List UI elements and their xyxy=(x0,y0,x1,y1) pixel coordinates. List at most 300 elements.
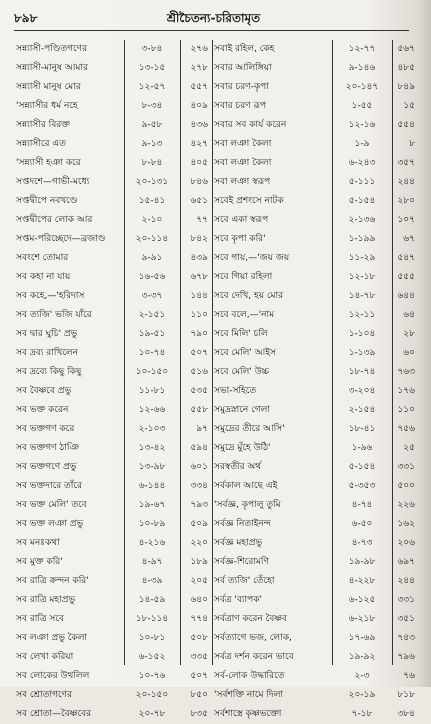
entry-reference: ২০-৭৮ xyxy=(138,709,166,719)
entry-words: সবার আলিঙ্গিয়া xyxy=(214,63,272,73)
right-ref-divider xyxy=(332,40,333,665)
entry-words: সবা লঞা কৈলা xyxy=(214,139,272,149)
entry-words: সর্বত্র 'ব্যাপক' xyxy=(214,595,263,605)
entry-words: সবেই প্রশংসে নাটক xyxy=(214,196,284,206)
entry-words: সবে বলে,—'নাম xyxy=(214,310,275,320)
entry-page: ৫৫৭ xyxy=(190,82,208,92)
entry-page: ৩৩৪ xyxy=(190,481,208,491)
index-entry xyxy=(212,211,417,230)
entry-page: ৬৪ xyxy=(403,310,415,320)
entry-page: ৫৯৪ xyxy=(190,443,208,453)
entry-reference: ১৫-৪১ xyxy=(138,196,166,206)
entry-words: সন্ন্যাসী-পণ্ডিতগণের xyxy=(16,44,88,54)
index-entry xyxy=(212,154,417,173)
index-entry xyxy=(14,705,212,724)
entry-reference: ১০-১৫০ xyxy=(135,367,169,377)
index-entry xyxy=(14,363,212,382)
entry-page: ৫১৬ xyxy=(190,367,208,377)
entry-page: ২২০ xyxy=(190,538,208,548)
entry-words: সবে একা স্বরূপ xyxy=(214,215,269,225)
entry-reference: ২০-১১৪ xyxy=(135,234,169,244)
entry-page: ৬৯৭ xyxy=(397,557,415,567)
entry-reference: ৯-৯১ xyxy=(141,253,163,263)
entry-reference: ১০-৮৯ xyxy=(138,519,166,529)
index-entry xyxy=(14,515,212,534)
header-rule xyxy=(14,30,409,31)
index-entry xyxy=(212,439,417,458)
entry-page: ৪৮৫ xyxy=(397,63,415,73)
index-entry xyxy=(14,173,212,192)
index-entry xyxy=(14,591,212,610)
entry-reference: ১-৫৫ xyxy=(351,101,373,111)
index-entry xyxy=(212,667,417,686)
entry-reference: ১-১০৪ xyxy=(348,329,376,339)
entry-page: ৭৯৬ xyxy=(397,652,415,662)
index-entry xyxy=(212,591,417,610)
index-column-right xyxy=(212,40,417,724)
entry-words: সব শ্রোতা—বৈষ্ণবের xyxy=(16,709,92,719)
entry-reference: ৪-৩৯ xyxy=(141,576,163,586)
index-entry xyxy=(212,629,417,648)
index-entry xyxy=(212,382,417,401)
entry-reference: ১৮-৭৪ xyxy=(348,367,376,377)
entry-words: সব ভক্ত করেন xyxy=(16,405,69,415)
entry-words: সন্ন্যাসী-মানুষ আমার xyxy=(16,63,88,73)
index-entry xyxy=(212,287,417,306)
left-page-divider xyxy=(180,40,181,665)
entry-page: ৩৩১ xyxy=(397,462,415,472)
entry-page: ৭৭৪ xyxy=(190,614,208,624)
entry-reference: ২-১৫১ xyxy=(138,310,166,320)
index-entry xyxy=(14,401,212,420)
entry-words: সব ভক্ত লঞা প্রভু xyxy=(16,519,84,529)
entry-reference: ১০-৮১ xyxy=(138,633,166,643)
entry-words: সব মুক্ত করি' xyxy=(16,557,63,567)
index-entry xyxy=(14,116,212,135)
entry-words: সব মনঃকথা xyxy=(16,538,60,548)
left-ref-divider xyxy=(124,40,125,665)
entry-reference: ২-১৩৬ xyxy=(348,215,376,225)
entry-reference: ১৪-৭৮ xyxy=(348,291,376,301)
index-entry xyxy=(212,173,417,192)
entry-page: ২৭৬ xyxy=(190,44,208,54)
entry-page: ৩৩৫ xyxy=(190,652,208,662)
entry-reference: ২০-১৫০ xyxy=(135,690,169,700)
entry-reference: ৯-১৩ xyxy=(141,139,163,149)
index-entry xyxy=(212,135,417,154)
entry-page: ৭৯৩ xyxy=(190,500,208,510)
entry-page: ৪২৭ xyxy=(190,139,208,149)
entry-reference: ২-৩ xyxy=(354,671,370,681)
entry-reference: ৪-৭৩ xyxy=(351,538,373,548)
entry-page: ৮১৮ xyxy=(397,690,415,700)
entry-page: ৮৫০ xyxy=(190,690,208,700)
entry-words: সবংশে তোমার xyxy=(16,253,69,263)
entry-page: ৮৩৫ xyxy=(190,709,208,719)
index-entry xyxy=(14,496,212,515)
entry-reference: ১৩-১৫ xyxy=(138,63,166,73)
index-entry xyxy=(14,458,212,477)
entry-words: সপ্তদ্বীপের লোক আর xyxy=(16,215,93,225)
entry-words: সন্ন্যাসীরে এত xyxy=(16,139,66,149)
entry-words: সব ত্যজি' ভজি যাঁরে xyxy=(16,310,92,320)
entry-page: ৮৪৬ xyxy=(190,177,208,187)
entry-page: ২২৬ xyxy=(397,500,415,510)
entry-page: ৫০৭ xyxy=(190,671,208,681)
entry-page: ১৪৪ xyxy=(190,291,208,301)
index-entry xyxy=(14,306,212,325)
page-title: শ্রীচৈতন্য-চরিতামৃত xyxy=(166,11,261,25)
entry-reference: ২-১৫৪ xyxy=(348,405,376,415)
entry-reference: ৪-২১৬ xyxy=(138,538,166,548)
entry-page: ৭৫৬ xyxy=(397,424,415,434)
entry-reference: ১০-৭৪ xyxy=(138,348,166,358)
entry-page: ৪৩৬ xyxy=(190,120,208,130)
index-entry xyxy=(14,211,212,230)
entry-words: সব কহে,—'হরিদাস xyxy=(16,291,85,301)
entry-words: সব ভক্ত মেলি' তবে xyxy=(16,500,87,510)
entry-words: সব দ্রব্যে কিছু কিছু xyxy=(16,367,82,377)
entry-reference: ১-৯৬ xyxy=(351,443,373,453)
index-entry xyxy=(212,40,417,59)
entry-reference: ১-১৯৯ xyxy=(348,234,376,244)
entry-page: ১০৭ xyxy=(397,215,415,225)
entry-reference: ১৯-৯৮ xyxy=(348,557,376,567)
entry-words: সবে দেখি, হয় মোর xyxy=(214,291,284,301)
entry-reference: ১৯-৫১ xyxy=(138,329,166,339)
entry-words: সব ভক্তদারে তাঁরে xyxy=(16,481,82,491)
entry-words: সবে গায়,—'জয় জয় xyxy=(214,253,290,263)
entry-reference: ১৮-৪১ xyxy=(348,424,376,434)
entry-page: ১৬২ xyxy=(397,519,415,529)
entry-reference: ৫-১১১ xyxy=(348,177,376,187)
index-entry xyxy=(14,192,212,211)
entry-reference: ৫-৩৫৩ xyxy=(348,481,376,491)
index-entry xyxy=(212,268,417,287)
entry-page: ৫০৭ xyxy=(190,348,208,358)
entry-words: সব রাত্রি সবে xyxy=(16,614,64,624)
entry-words: সবার চরণ রূপ xyxy=(214,101,267,111)
index-entry xyxy=(14,477,212,496)
index-entry xyxy=(14,420,212,439)
entry-reference: ৩-৮৪ xyxy=(141,44,163,54)
index-entry xyxy=(212,306,417,325)
entry-page: ২০৫ xyxy=(190,576,208,586)
index-entry xyxy=(212,705,417,724)
entry-words: সর্বত্রাণ করেন বৈষ্ণব xyxy=(214,614,288,624)
entry-page: ৮৪৯ xyxy=(397,82,415,92)
index-entry xyxy=(212,572,417,591)
index-entry xyxy=(14,135,212,154)
entry-reference: ১৩-৯৮ xyxy=(138,462,166,472)
index-entry xyxy=(14,610,212,629)
entry-page: ৩৫৭ xyxy=(397,158,415,168)
entry-page: ৫০৮ xyxy=(190,633,208,643)
entry-page: ৬৪০ xyxy=(190,595,208,605)
entry-reference: ২০-১৪৭ xyxy=(345,82,379,92)
index-entry xyxy=(212,249,417,268)
entry-words: সর্বশাস্ত্রে কৃষ্ণভক্তো xyxy=(214,709,282,719)
entry-words: সব রাত্রি মহাপ্রভু xyxy=(16,595,76,605)
entry-page: ১১০ xyxy=(397,405,415,415)
entry-reference: ৬-২৪৩ xyxy=(348,158,376,168)
entry-page: ৯৭ xyxy=(196,424,208,434)
column-divider xyxy=(212,40,213,665)
entry-words: সর্ব ত্যজি' তেঁহো xyxy=(214,576,275,586)
entry-reference: ৬-৫০ xyxy=(351,519,373,529)
entry-page: ৩৫১ xyxy=(397,614,415,624)
entry-reference: ২-১০ xyxy=(141,215,163,225)
entry-reference: ৪-৭৪ xyxy=(351,500,373,510)
entry-words: 'সর্বশক্তি নামে দিলা xyxy=(214,690,284,700)
index-entry xyxy=(14,344,212,363)
entry-page: ৮ xyxy=(409,139,415,149)
entry-page: ৫৫৪ xyxy=(397,120,415,130)
entry-reference: ১৩-৪২ xyxy=(138,443,166,453)
entry-words: সব রাত্রি ক্রন্দন করি' xyxy=(16,576,89,586)
entry-page: ৫০৯ xyxy=(190,519,208,529)
entry-page: ৮৪২ xyxy=(190,234,208,244)
entry-page: ৬৭৮ xyxy=(190,272,208,282)
entry-words: সব লোকের উথলিল xyxy=(16,671,90,681)
entry-page: ২৮০ xyxy=(397,196,415,206)
entry-reference: ৪-৯৭ xyxy=(141,557,163,567)
index-entry xyxy=(212,553,417,572)
index-entry xyxy=(14,553,212,572)
index-entry xyxy=(14,40,212,59)
entry-words: সবার চরণ-কৃপা xyxy=(214,82,269,92)
entry-page: ৬৪৪ xyxy=(397,291,415,301)
entry-reference: ৬-২১৮ xyxy=(348,614,376,624)
index-entry xyxy=(212,97,417,116)
entry-words: সবে মেলি' উচ্চ xyxy=(214,367,269,377)
entry-page: ১৫ xyxy=(403,101,415,111)
entry-page: ৬৭ xyxy=(403,234,415,244)
entry-words: 'সন্ন্যাসীর ধর্ম নহে xyxy=(16,101,78,111)
index-entry xyxy=(212,59,417,78)
index-entry xyxy=(14,382,212,401)
entry-page: ৫০০ xyxy=(397,481,415,491)
entry-words: সবার সব কার্য করেন xyxy=(214,120,287,130)
entry-words: সব কহা না যায় xyxy=(16,272,71,282)
entry-words: সপ্তম-পরিচ্ছেদে—ব্রজাণ্ড xyxy=(16,234,106,244)
entry-page: ৪০৫ xyxy=(190,158,208,168)
entry-reference: ৪-২২৮ xyxy=(348,576,376,586)
index-entry xyxy=(212,420,417,439)
index-entry xyxy=(14,534,212,553)
entry-words: সব ভক্তগণে প্রভু xyxy=(16,462,77,472)
index-entry xyxy=(212,230,417,249)
entry-words: সন্ন্যাসীর বিরক্ত xyxy=(16,120,70,130)
entry-page: ৫৩৫ xyxy=(190,386,208,396)
entry-words: সর্বজ্ঞ-শিরোমণি xyxy=(214,557,269,567)
page-header xyxy=(14,10,413,30)
entry-words: সবা লঞা স্বরূপ xyxy=(214,177,271,187)
entry-page: ৫৬৭ xyxy=(397,44,415,54)
entry-words: সর্বত্র দর্শন করেন ভাবে xyxy=(214,652,294,662)
entry-words: সব ভক্তগণ করে xyxy=(16,424,75,434)
entry-reference: ২-১০৩ xyxy=(138,424,166,434)
entry-reference: ১৭-৬৯ xyxy=(348,633,376,643)
index-entry xyxy=(212,363,417,382)
entry-page: ৭৯০ xyxy=(190,329,208,339)
index-entry xyxy=(14,648,212,667)
index-entry xyxy=(212,686,417,705)
index-entry xyxy=(14,59,212,78)
entry-page: ৬৫১ xyxy=(190,196,208,206)
entry-words: সর্বজ্ঞ নিতাইনন্দ xyxy=(214,519,272,529)
index-entry xyxy=(14,667,212,686)
index-entry xyxy=(212,496,417,515)
entry-reference: ৬-১২৫ xyxy=(348,595,376,605)
entry-page: ৬০১ xyxy=(190,462,208,472)
index-entry xyxy=(14,439,212,458)
entry-words: 'সর্বজ্ঞ, কৃপালু তুমি xyxy=(214,500,281,510)
entry-reference: ৭-১৮ xyxy=(351,709,373,719)
entry-words: সবে মিলি' চলি xyxy=(214,329,268,339)
entry-page: ২০৬ xyxy=(397,538,415,548)
entry-reference: ১৯-৯২ xyxy=(348,652,376,662)
entry-reference: ৫-১৫৪ xyxy=(348,462,376,472)
entry-words: সমুদ্রে মুঁহে উঠি' xyxy=(214,443,271,453)
entry-reference: ১৮-১১৪ xyxy=(135,614,169,624)
entry-reference: ১-১৩৯ xyxy=(348,348,376,358)
entry-page: ৪০৯ xyxy=(190,101,208,111)
index-entry xyxy=(14,325,212,344)
entry-words: সব দ্রব্য রাখিলেন xyxy=(16,348,79,358)
index-entry xyxy=(212,458,417,477)
index-entry xyxy=(14,154,212,173)
entry-page: ৭৬ xyxy=(403,671,415,681)
index-entry xyxy=(14,686,212,705)
index-entry xyxy=(212,116,417,135)
index-entry xyxy=(14,268,212,287)
entry-words: সব লেখা করিয়া xyxy=(16,652,74,662)
entry-words: সব দ্বার ঘুচি' প্রভু xyxy=(16,329,78,339)
entry-words: সপ্তদ্বীপে নবখণ্ডে xyxy=(16,196,78,206)
entry-words: সবে কৃপা করি' xyxy=(214,234,266,244)
entry-reference: ৩-২০৪ xyxy=(348,386,376,396)
entry-page: ৪৩৯ xyxy=(190,253,208,263)
index-entry xyxy=(212,534,417,553)
index-entry xyxy=(212,78,417,97)
entry-words: সন্ন্যাসী মানুষ মোর xyxy=(16,82,81,92)
entry-reference: ১৪-৫৯ xyxy=(138,595,166,605)
index-entry xyxy=(14,287,212,306)
entry-reference: ১৬-৫৬ xyxy=(138,272,166,282)
entry-reference: ১৯-৬৭ xyxy=(138,500,166,510)
index-entry xyxy=(14,78,212,97)
index-entry xyxy=(14,230,212,249)
entry-words: সমুদ্রস্নানে গেলা xyxy=(214,405,270,415)
index-entry xyxy=(212,648,417,667)
entry-page: ৫৫৫ xyxy=(397,272,415,282)
entry-reference: ১২-১৬ xyxy=(348,120,376,130)
entry-page: ২৪৪ xyxy=(397,177,415,187)
entry-page: ২৮ xyxy=(403,329,415,339)
entry-words: সর্বত্যাগে ভজ, লোক, xyxy=(214,633,292,643)
entry-reference: ১১-৮১ xyxy=(138,386,166,396)
entry-words: সবা লঞা কৈলা xyxy=(214,158,272,168)
index-entry xyxy=(14,97,212,116)
index-entry xyxy=(212,477,417,496)
binding-shadow xyxy=(417,0,431,687)
entry-reference: ৮-৮৪ xyxy=(141,158,163,168)
entry-page: ১৮৯ xyxy=(190,557,208,567)
entry-reference: ১১-২৯ xyxy=(348,253,376,263)
entry-words: 'সন্ন্যাসী হঞা করে xyxy=(16,158,81,168)
index-entry xyxy=(14,249,212,268)
entry-words: সরস্বতীর অর্থ xyxy=(214,462,262,472)
entry-words: সর্বজ্ঞ মহাপ্রভু xyxy=(214,538,263,548)
entry-words: সব ভক্তগণ ঠাঞি xyxy=(16,443,79,453)
entry-reference: ১২-১১ xyxy=(348,310,376,320)
entry-reference: ১২-৫৭ xyxy=(138,82,166,92)
entry-page: ৫৪৭ xyxy=(397,253,415,263)
entry-reference: ৯-১৪৬ xyxy=(348,63,376,73)
entry-reference: ১২-১৮ xyxy=(348,272,376,282)
index-column-left xyxy=(14,40,212,724)
entry-page: ২৪৪ xyxy=(397,576,415,586)
index-entry xyxy=(212,192,417,211)
entry-page: ৬০ xyxy=(403,348,415,358)
index-entry xyxy=(14,572,212,591)
page-number: ৮৯৮ xyxy=(14,11,38,25)
entry-reference: ৯-৫৮ xyxy=(141,120,163,130)
entry-words: সর্বকাল আছে এই xyxy=(214,481,278,491)
entry-page: ৫৫৮ xyxy=(190,405,208,415)
entry-page: ১৭৬ xyxy=(397,386,415,396)
entry-words: সব বৈষ্ণবে প্রভু xyxy=(16,386,72,396)
entry-words: সপ্তদশে—গাভী-মধ্যে xyxy=(16,177,90,187)
entry-words: সবাই রহিল, কেহ xyxy=(214,44,275,54)
entry-reference: ২০-১৩১ xyxy=(135,177,169,187)
entry-page: ২৭৮ xyxy=(190,63,208,73)
entry-reference: ১২-৬৬ xyxy=(138,405,166,415)
entry-reference: ১-৯ xyxy=(354,139,370,149)
entry-page: ৭৪৩ xyxy=(397,633,415,643)
entry-reference: ১২-৭৭ xyxy=(348,44,376,54)
entry-reference: ৬-১৪৪ xyxy=(138,481,166,491)
entry-reference: ৬-১৫২ xyxy=(138,652,166,662)
index-entry xyxy=(212,325,417,344)
index-entry xyxy=(212,344,417,363)
entry-words: সবে গিয়া রহিলা xyxy=(214,272,273,282)
index-entry xyxy=(212,401,417,420)
entry-page: ৭৬৩ xyxy=(397,367,415,377)
entry-words: সভা-সহিতে xyxy=(214,386,257,396)
index-entry xyxy=(212,610,417,629)
entry-page: ১১০ xyxy=(190,310,208,320)
entry-reference: ২০-১৯ xyxy=(348,690,376,700)
entry-words: সমুদ্রের তীরে আসি' xyxy=(214,424,285,434)
entry-reference: ১০-৭৬ xyxy=(138,671,166,681)
entry-reference: ৮-৩৪ xyxy=(141,101,163,111)
entry-words: সব শ্রোতাগণের xyxy=(16,690,72,700)
entry-page: ৩৮৪ xyxy=(397,709,415,719)
entry-page: ৩৩১ xyxy=(397,595,415,605)
entry-words: সর্ব-লোক উদ্ধারিতে xyxy=(214,671,285,681)
entry-words: সব লঞা প্রভু কৈলা xyxy=(16,633,88,643)
right-page-divider xyxy=(392,40,393,665)
index-entry xyxy=(212,515,417,534)
index-entry xyxy=(14,629,212,648)
entry-words: সবে মেলি' আইস xyxy=(214,348,276,358)
entry-page: ২৫ xyxy=(403,443,415,453)
entry-page: ৭৭ xyxy=(196,215,208,225)
entry-reference: ৩-৩৭ xyxy=(141,291,163,301)
entry-reference: ৫-১৫৪ xyxy=(348,196,376,206)
